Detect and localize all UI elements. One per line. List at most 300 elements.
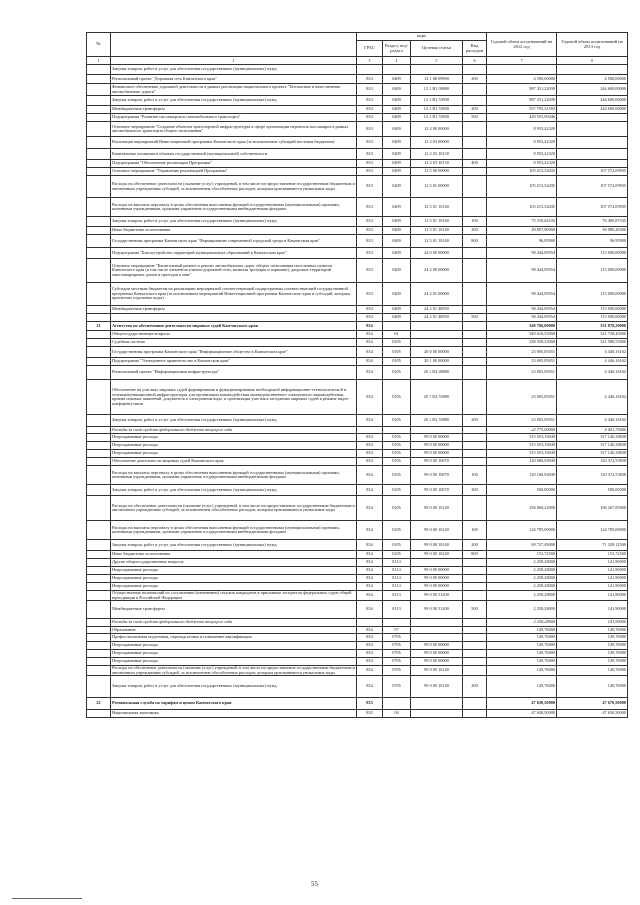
row-sum-2013: 4 446,16162 xyxy=(557,380,628,415)
row-razdel: 0105 xyxy=(383,496,411,521)
row-name xyxy=(111,314,357,322)
row-sum-2013: 141,90000 xyxy=(557,591,628,601)
table-row xyxy=(87,96,628,106)
column-number-cell: 2 xyxy=(111,57,357,65)
row-sum-2012: 500,00000 xyxy=(487,485,557,496)
row-sum-2012: 23 005,05051 xyxy=(487,358,557,366)
row-razdel: 0409 xyxy=(383,84,411,96)
header-codes: коды xyxy=(357,33,487,41)
row-razdel: 0105 xyxy=(383,380,411,415)
row-grbs: 834 xyxy=(357,642,383,650)
table-row xyxy=(87,306,628,314)
row-vid xyxy=(463,642,487,650)
row-num xyxy=(87,84,111,96)
row-name: Региональная служба по тарифам и ценам Камчатского края xyxy=(111,698,357,710)
row-sum-2012: 149,76000 xyxy=(487,676,557,698)
row-vid xyxy=(463,65,487,75)
row-grbs: 833 xyxy=(357,160,383,168)
row-grbs: 834 xyxy=(357,601,383,619)
table-row xyxy=(87,227,628,235)
table-row xyxy=(87,114,628,122)
row-razdel: 0409 xyxy=(383,114,411,122)
row-statya xyxy=(411,427,463,434)
row-vid xyxy=(463,450,487,458)
row-num xyxy=(87,96,111,106)
column-number-cell: 7 xyxy=(487,57,557,65)
row-sum-2012: 2 258,28000 xyxy=(487,559,557,567)
row-sum-2013 xyxy=(557,149,628,160)
row-vid xyxy=(463,442,487,450)
table-row xyxy=(87,427,628,434)
row-sum-2013: 321 728,45000 xyxy=(557,331,628,339)
row-vid xyxy=(463,137,487,149)
row-vid xyxy=(463,496,487,521)
row-statya: 24 2 01 40050 xyxy=(411,314,463,322)
row-sum-2012: 29 897,90000 xyxy=(487,227,557,235)
row-grbs: 833 xyxy=(357,248,383,259)
row-sum-2012: 557 795,31593 xyxy=(487,106,557,114)
row-sum-2013 xyxy=(557,114,628,122)
table-row xyxy=(87,567,628,575)
row-grbs: 834 xyxy=(357,366,383,380)
row-name: Расходы за счет средств федерального бюджета текущего года xyxy=(111,427,357,434)
row-name: Расходы на выплаты персоналу в целях обеспечения выполнения функций государственными (муниципальными) органами, казенными учреждениями, органами управления государственными внебюджетными фондами xyxy=(111,521,357,540)
row-razdel: 0409 xyxy=(383,198,411,217)
row-vid xyxy=(463,96,487,106)
row-num xyxy=(87,283,111,306)
row-razdel: 0113 xyxy=(383,559,411,567)
row-vid xyxy=(463,331,487,339)
row-statya xyxy=(411,627,463,634)
row-grbs: 834 xyxy=(357,442,383,450)
table-row xyxy=(87,380,628,415)
row-statya: 20 0 00 00000 xyxy=(411,347,463,358)
row-statya: 12 5 01 10140 xyxy=(411,235,463,248)
row-sum-2012: 105 213,54435 xyxy=(487,168,557,176)
row-vid xyxy=(463,666,487,676)
row-name: Основное мероприятие "Капитальный ремонт и ремонт автомобильных дорог общего пользования населенных пунктов Камчатского края (в том числе элементов улично-дорожной сети, включая тротуары и парковки), дворовых территорий многоквартирных домов и проездов к ним" xyxy=(111,259,357,283)
header-name xyxy=(111,33,357,57)
row-statya: 99 0 00 51200 xyxy=(411,601,463,619)
row-statya: 12 1 R1 53930 xyxy=(411,114,463,122)
row-grbs: 834 xyxy=(357,627,383,634)
row-statya: 99 0 00 51200 xyxy=(411,591,463,601)
row-vid xyxy=(463,322,487,331)
row-name: Государственная программа Камчатского края "Формирование современной городской среды в Камчатском крае" xyxy=(111,235,357,248)
table-row xyxy=(87,347,628,358)
row-name: Капитальные вложения в объекты государственной (муниципальной) собственности xyxy=(111,149,357,160)
row-sum-2012: 98 444,09554 xyxy=(487,314,557,322)
row-name: Расходы за счет средств федерального бюджета текущего года xyxy=(111,619,357,627)
table-row xyxy=(87,634,628,642)
row-sum-2013 xyxy=(557,160,628,168)
row-statya: 99 0 00 10140 xyxy=(411,496,463,521)
table-row xyxy=(87,314,628,322)
row-statya: 12 1 R1 00000 xyxy=(411,84,463,96)
row-sum-2013: 141,90000 xyxy=(557,583,628,591)
table-row xyxy=(87,601,628,619)
row-razdel xyxy=(383,619,411,627)
row-num xyxy=(87,601,111,619)
row-num xyxy=(87,168,111,176)
row-sum-2013: 244 600,00000 xyxy=(557,84,628,96)
row-grbs: 834 xyxy=(357,551,383,559)
row-grbs: 834 xyxy=(357,347,383,358)
row-sum-2012: 987 351,22039 xyxy=(487,96,557,106)
row-vid xyxy=(463,248,487,259)
header-num: № xyxy=(87,33,111,57)
row-vid xyxy=(463,84,487,96)
row-sum-2013: 4 446,16162 xyxy=(557,347,628,358)
row-grbs: 833 xyxy=(357,259,383,283)
table-row xyxy=(87,235,628,248)
row-num xyxy=(87,415,111,427)
row-grbs: 834 xyxy=(357,458,383,466)
row-sum-2012: 2 258,28000 xyxy=(487,567,557,575)
row-statya: 24 2 00 00000 xyxy=(411,259,463,283)
row-sum-2012: 149,76000 xyxy=(487,634,557,642)
row-statya: 99 0 00 00000 xyxy=(411,450,463,458)
row-num xyxy=(87,65,111,75)
row-num xyxy=(87,358,111,366)
row-vid xyxy=(463,710,487,718)
row-grbs: 833 xyxy=(357,176,383,198)
row-grbs: 834 xyxy=(357,658,383,666)
row-statya: 12 5 01 10140 xyxy=(411,198,463,217)
row-vid xyxy=(463,698,487,710)
row-razdel: 0409 xyxy=(383,160,411,168)
row-name: Закупка товаров, работ и услуг для обеспечения государственных (муниципальных) нужд xyxy=(111,415,357,427)
row-num: 22 xyxy=(87,698,111,710)
row-name: Обеспечение деятельности мировых судей Камчатского края xyxy=(111,458,357,466)
row-name: Межбюджетные трансферты xyxy=(111,601,357,619)
row-razdel: 0409 xyxy=(383,314,411,322)
header-sum-2012: Годовой объем ассигнований на 2012 год xyxy=(487,33,557,57)
row-sum-2013: 120 372,53838 xyxy=(557,466,628,485)
row-vid xyxy=(463,583,487,591)
table-row xyxy=(87,248,628,259)
row-sum-2012: 149,76000 xyxy=(487,642,557,650)
table-row xyxy=(87,122,628,137)
row-sum-2013: 141,90000 xyxy=(557,601,628,619)
row-statya xyxy=(411,634,463,642)
row-statya: 99 0 00 10140 xyxy=(411,666,463,676)
table-row xyxy=(87,442,628,450)
row-vid xyxy=(463,634,487,642)
row-statya xyxy=(411,339,463,347)
row-sum-2012: 2 258,28000 xyxy=(487,591,557,601)
table-row xyxy=(87,149,628,160)
row-vid: 200 xyxy=(463,106,487,114)
row-statya: 12 5 01 00000 xyxy=(411,176,463,198)
row-razdel: 0105 xyxy=(383,347,411,358)
row-num: 21 xyxy=(87,322,111,331)
row-razdel: 07 xyxy=(383,627,411,634)
row-vid: 800 xyxy=(463,235,487,248)
row-sum-2013: 107 572,09935 xyxy=(557,198,628,217)
row-name: Образование xyxy=(111,627,357,634)
row-vid: 200 xyxy=(463,75,487,84)
row-statya: 99 0 00 10070 xyxy=(411,466,463,485)
row-grbs: 834 xyxy=(357,466,383,485)
row-sum-2013: 115 000,00000 xyxy=(557,314,628,322)
row-num xyxy=(87,551,111,559)
table-row xyxy=(87,583,628,591)
row-grbs: 834 xyxy=(357,540,383,551)
row-num xyxy=(87,248,111,259)
row-sum-2013: 107 572,09935 xyxy=(557,168,628,176)
row-sum-2012: 23 005,05051 xyxy=(487,347,557,358)
row-sum-2013: 141,90000 xyxy=(557,559,628,567)
row-num xyxy=(87,650,111,658)
row-name: Непрограммные расходы xyxy=(111,650,357,658)
row-statya: 12 1 08 09990 xyxy=(411,75,463,84)
row-razdel: 0105 xyxy=(383,339,411,347)
row-name: Осуществление полномочий по составлению (изменению) списков кандидатов в присяжные заседатели федеральных судов общей юрисдикции в Российской Федерации xyxy=(111,591,357,601)
row-statya: 12 1 R1 53930 xyxy=(411,96,463,106)
row-vid xyxy=(463,619,487,627)
row-num xyxy=(87,575,111,583)
row-name: Подпрограмма "Электронное правительство в Камчатском крае" xyxy=(111,358,357,366)
row-grbs: 833 xyxy=(357,106,383,114)
row-sum-2012: 315 353,16949 xyxy=(487,442,557,450)
row-sum-2012: 4 500,00000 xyxy=(487,75,557,84)
row-num xyxy=(87,559,111,567)
row-name: Региональный проект "Информационная инфраструктура" xyxy=(111,366,357,380)
row-sum-2013: 196 267,85000 xyxy=(557,496,628,521)
row-razdel: 0705 xyxy=(383,658,411,666)
row-vid: 100 xyxy=(463,521,487,540)
row-vid xyxy=(463,627,487,634)
row-sum-2013: 500,00000 xyxy=(557,485,628,496)
row-statya xyxy=(411,65,463,75)
row-num xyxy=(87,434,111,442)
row-statya: 24 0 00 00000 xyxy=(411,248,463,259)
row-vid xyxy=(463,434,487,442)
row-grbs: 834 xyxy=(357,676,383,698)
row-grbs: 834 xyxy=(357,634,383,642)
row-name: Финансовое обеспечение дорожной деятельности в рамках реализации национального проекта "Безопасные и качественные автомобильные дороги" xyxy=(111,84,357,96)
row-num xyxy=(87,314,111,322)
row-sum-2013: 30 989,26500 xyxy=(557,227,628,235)
row-vid xyxy=(463,149,487,160)
table-row xyxy=(87,575,628,583)
column-number-cell: 4 xyxy=(383,57,411,65)
row-vid xyxy=(463,658,487,666)
row-num xyxy=(87,217,111,227)
row-sum-2013: 149,76000 xyxy=(557,676,628,698)
row-razdel: 0105 xyxy=(383,551,411,559)
row-sum-2012: 23 005,05051 xyxy=(487,415,557,427)
row-num xyxy=(87,306,111,314)
row-statya: 99 0 00 00000 xyxy=(411,650,463,658)
table-row xyxy=(87,551,628,559)
row-razdel: 0409 xyxy=(383,259,411,283)
row-sum-2012: 23 005,05051 xyxy=(487,380,557,415)
row-statya: 20 1 D2 00000 xyxy=(411,366,463,380)
row-vid xyxy=(463,339,487,347)
column-number-cell: 6 xyxy=(463,57,487,65)
column-number-cell: 5 xyxy=(411,57,463,65)
table-row xyxy=(87,176,628,198)
row-statya xyxy=(411,322,463,331)
row-name: Расходы на обеспечение деятельности (оказание услуг) учреждений, в том числе на предоставление государственным бюджетным и автономным учреждениям субсидий, за исключением обособленных расходов, которым присваиваются уникальные коды xyxy=(111,496,357,521)
row-name: Агентство по обеспечению деятельности мировых судей Камчатского края xyxy=(111,322,357,331)
row-name: Расходы на выплаты персоналу в целях обеспечения выполнения функций государственными (муниципальными) органами, казенными учреждениями, органами управления государственными внебюджетными фондами xyxy=(111,466,357,485)
row-statya: 12 5 00 00000 xyxy=(411,168,463,176)
row-razdel: 0105 xyxy=(383,485,411,496)
header-razdel: Раздел, под-раздел xyxy=(383,41,411,57)
row-razdel: 04 xyxy=(383,710,411,718)
row-razdel: 0105 xyxy=(383,415,411,427)
row-razdel: 0705 xyxy=(383,650,411,658)
table-body xyxy=(87,65,628,718)
row-razdel: 0409 xyxy=(383,168,411,176)
row-sum-2013: 71 329,12500 xyxy=(557,540,628,551)
row-sum-2012: 47 630,50000 xyxy=(487,698,557,710)
row-vid xyxy=(463,122,487,137)
row-vid: 400 xyxy=(463,160,487,168)
row-grbs: 835 xyxy=(357,710,383,718)
row-num xyxy=(87,235,111,248)
row-razdel: 0409 xyxy=(383,217,411,227)
row-razdel: 0409 xyxy=(383,122,411,137)
row-num xyxy=(87,380,111,415)
row-statya xyxy=(411,331,463,339)
row-sum-2012: 98 444,09554 xyxy=(487,259,557,283)
row-razdel: 0409 xyxy=(383,227,411,235)
row-razdel: 0105 xyxy=(383,434,411,442)
table-row xyxy=(87,710,628,718)
row-sum-2012: 120 186,94949 xyxy=(487,466,557,485)
row-razdel: 0409 xyxy=(383,96,411,106)
row-vid: 200 xyxy=(463,540,487,551)
row-statya: 24 2 01 40050 xyxy=(411,306,463,314)
row-num xyxy=(87,466,111,485)
table-row xyxy=(87,331,628,339)
column-number-cell: 3 xyxy=(357,57,383,65)
row-sum-2013: 149,76000 xyxy=(557,650,628,658)
table-row xyxy=(87,559,628,567)
row-sum-2013: 317 140,38838 xyxy=(557,442,628,450)
row-statya: 20 1 D2 55890 xyxy=(411,380,463,415)
row-num xyxy=(87,658,111,666)
row-statya: 12 5 01 10140 xyxy=(411,217,463,227)
row-sum-2013: 115 000,00000 xyxy=(557,283,628,306)
row-vid: 100 xyxy=(463,217,487,227)
row-razdel: 0113 xyxy=(383,591,411,601)
table-row xyxy=(87,619,628,627)
row-razdel: 01 xyxy=(383,331,411,339)
row-num xyxy=(87,259,111,283)
row-vid xyxy=(463,306,487,314)
row-num xyxy=(87,331,111,339)
row-vid: 500 xyxy=(463,601,487,619)
table-row xyxy=(87,698,628,710)
row-sum-2012: 315 353,16949 xyxy=(487,450,557,458)
row-name: Закупка товаров, работ и услуг для обеспечения государственных (муниципальных) нужд xyxy=(111,540,357,551)
row-grbs: 835 xyxy=(357,698,383,710)
row-sum-2013: 331 878,20000 xyxy=(557,322,628,331)
row-statya: 12 1 R1 53930 xyxy=(411,106,463,114)
row-num xyxy=(87,160,111,168)
row-sum-2012: 340 616,52000 xyxy=(487,331,557,339)
row-name: Подпрограмма "Обеспечение реализации Программы" xyxy=(111,160,357,168)
table-row xyxy=(87,366,628,380)
row-razdel: 0409 xyxy=(383,306,411,314)
table-row xyxy=(87,283,628,306)
row-razdel: 0409 xyxy=(383,176,411,198)
row-grbs: 833 xyxy=(357,168,383,176)
row-sum-2012: 194 666,22000 xyxy=(487,496,557,521)
row-statya xyxy=(411,619,463,627)
row-grbs: 834 xyxy=(357,331,383,339)
row-statya xyxy=(411,698,463,710)
row-vid xyxy=(463,168,487,176)
row-statya: 99 0 00 10140 xyxy=(411,676,463,698)
row-name: Иные бюджетные ассигнования xyxy=(111,227,357,235)
row-grbs: 833 xyxy=(357,283,383,306)
table-row xyxy=(87,521,628,540)
table-row xyxy=(87,458,628,466)
row-sum-2013: 47 630,50000 xyxy=(557,710,628,718)
row-vid xyxy=(463,283,487,306)
row-sum-2012: 98 444,09554 xyxy=(487,248,557,259)
row-sum-2012: 2 258,28000 xyxy=(487,619,557,627)
row-sum-2013 xyxy=(557,122,628,137)
row-grbs: 834 xyxy=(357,322,383,331)
row-sum-2013: 96,95900 xyxy=(557,235,628,248)
row-statya: 99 0 00 10140 xyxy=(411,551,463,559)
row-statya: 12 2 00 00000 xyxy=(411,122,463,137)
table-row xyxy=(87,322,628,331)
row-num xyxy=(87,634,111,642)
row-name: Государственная программа Камчатского края "Информационное общество в Камчатском крае" xyxy=(111,347,357,358)
row-sum-2013: 149,76000 xyxy=(557,627,628,634)
row-grbs: 834 xyxy=(357,521,383,540)
row-num xyxy=(87,442,111,450)
table-row xyxy=(87,496,628,521)
row-num xyxy=(87,458,111,466)
row-num xyxy=(87,485,111,496)
row-sum-2013: 76 485,87535 xyxy=(557,217,628,227)
row-razdel: 0105 xyxy=(383,358,411,366)
row-grbs: 833 xyxy=(357,235,383,248)
row-sum-2012: 98 444,09554 xyxy=(487,283,557,306)
row-vid xyxy=(463,427,487,434)
row-grbs: 834 xyxy=(357,415,383,427)
row-sum-2012: 23 005,05051 xyxy=(487,366,557,380)
row-grbs: 834 xyxy=(357,380,383,415)
row-grbs: 833 xyxy=(357,137,383,149)
row-statya: 99 0 00 10140 xyxy=(411,540,463,551)
row-name: Непрограммные расходы xyxy=(111,442,357,450)
row-razdel xyxy=(383,322,411,331)
row-name: Закупка товаров, работ и услуг для обеспечения государственных (муниципальных) нужд xyxy=(111,217,357,227)
row-vid: 200 xyxy=(463,227,487,235)
table-row xyxy=(87,65,628,75)
row-sum-2013: 120 372,53838 xyxy=(557,458,628,466)
row-num xyxy=(87,149,111,160)
row-sum-2013: 149,76000 xyxy=(557,634,628,642)
row-sum-2013: 115 000,00000 xyxy=(557,306,628,314)
table-row xyxy=(87,137,628,149)
row-grbs: 833 xyxy=(357,149,383,160)
row-razdel xyxy=(383,427,411,434)
row-razdel: 0705 xyxy=(383,676,411,698)
row-statya: 20 1 00 00000 xyxy=(411,358,463,366)
row-razdel: 0409 xyxy=(383,149,411,160)
